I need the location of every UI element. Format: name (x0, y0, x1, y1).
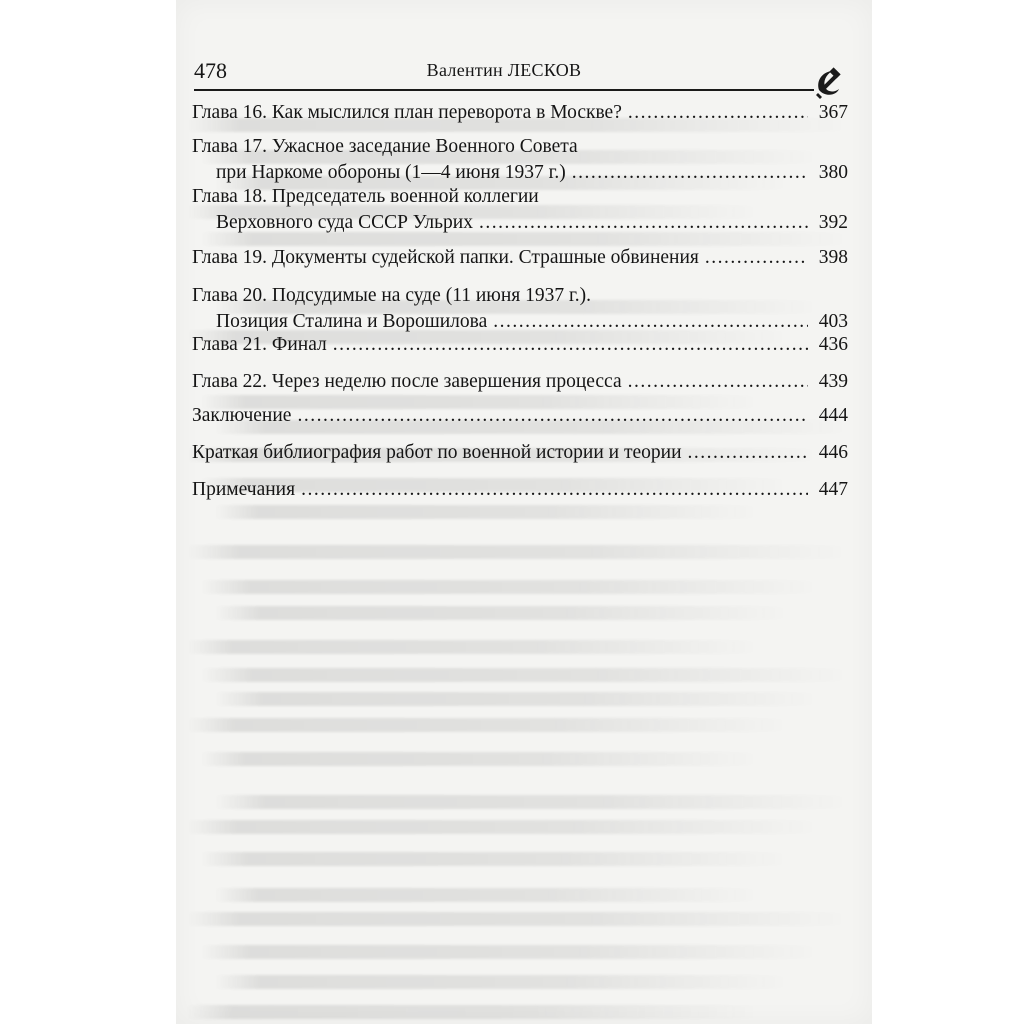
bleed-through-line (214, 888, 762, 902)
toc-entry-subtitle: при Наркоме обороны (1—4 июня 1937 г.) (216, 162, 566, 183)
toc-entry-title: Краткая библиография работ по военной истории и теории (192, 442, 682, 463)
toc-entry-title: Примечания (192, 479, 296, 500)
toc-entry-chapter-21 (192, 332, 848, 358)
bleed-through-line (186, 1005, 762, 1019)
leader-dots (688, 440, 808, 466)
toc-entry-page: 439 (818, 371, 848, 392)
bleed-through-line (186, 545, 852, 559)
hammer-sickle-icon (812, 66, 846, 100)
toc-entry-chapter-17 (192, 134, 848, 186)
toc-entry-title: Глава 20. Подсудимые на суде (11 июня 1937 г.). (192, 285, 592, 306)
toc-entry-chapter-22 (192, 369, 848, 395)
toc-entry-title: Глава 17. Ужасное заседание Военного Совета (192, 136, 578, 157)
toc-entry-chapter-18 (192, 184, 848, 236)
header-rule (194, 89, 814, 91)
bleed-through-line (186, 640, 762, 654)
toc-entry-page: 403 (818, 311, 848, 332)
toc-entry-notes (192, 477, 848, 503)
bleed-through-line (200, 945, 822, 959)
bleed-through-line (214, 975, 792, 989)
leader-dots (572, 160, 808, 186)
bleed-through-line (186, 718, 792, 732)
bleed-through-line (214, 795, 852, 809)
bleed-through-line (214, 505, 762, 519)
toc-entry-subtitle: Позиция Сталина и Ворошилова (216, 311, 488, 332)
bleed-through-line (214, 606, 792, 620)
leader-dots (297, 403, 808, 429)
toc-entry-title: Глава 22. Через неделю после завершения процесса (192, 371, 622, 392)
toc-entry-title: Глава 16. Как мыслился план переворота в Москве? (192, 102, 622, 123)
leader-dots (479, 210, 808, 236)
toc-entry-page: 392 (818, 212, 848, 233)
leader-dots (301, 477, 808, 503)
toc-entry-chapter-19 (192, 245, 848, 271)
leader-dots (628, 100, 808, 126)
toc-entry-page: 446 (818, 442, 848, 463)
bleed-through-line (186, 820, 822, 834)
bleed-through-line (200, 668, 852, 682)
bleed-through-line (214, 692, 822, 706)
toc-entry-page: 367 (818, 102, 848, 123)
toc-entry-page: 436 (818, 334, 848, 355)
toc-entry-chapter-16 (192, 100, 848, 126)
bleed-through-line (186, 912, 852, 926)
toc-entry-chapter-20 (192, 283, 848, 335)
toc-entry-page: 447 (818, 479, 848, 500)
toc-entry-page: 380 (818, 162, 848, 183)
leader-dots (333, 332, 808, 358)
leader-dots (705, 245, 808, 271)
bleed-through-line (200, 752, 762, 766)
toc-entry-title: Заключение (192, 405, 292, 426)
toc-entry-conclusion (192, 403, 848, 429)
toc-entry-title: Глава 18. Председатель военной коллегии (192, 186, 539, 207)
toc-entry-title: Глава 19. Документы судейской папки. Страшные обвинения (192, 247, 699, 268)
bleed-through-line (200, 580, 822, 594)
toc-entry-page: 398 (818, 247, 848, 268)
toc-entry-page: 444 (818, 405, 848, 426)
toc-entry-subtitle: Верховного суда СССР Ульрих (216, 212, 473, 233)
page-number: 478 (194, 58, 227, 83)
running-title: Валентин ЛЕСКОВ (426, 60, 582, 80)
toc-entry-title: Глава 21. Финал (192, 334, 327, 355)
page-header (194, 54, 850, 90)
bleed-through-line (200, 852, 792, 866)
toc-entry-bibliography (192, 440, 848, 466)
leader-dots (628, 369, 808, 395)
